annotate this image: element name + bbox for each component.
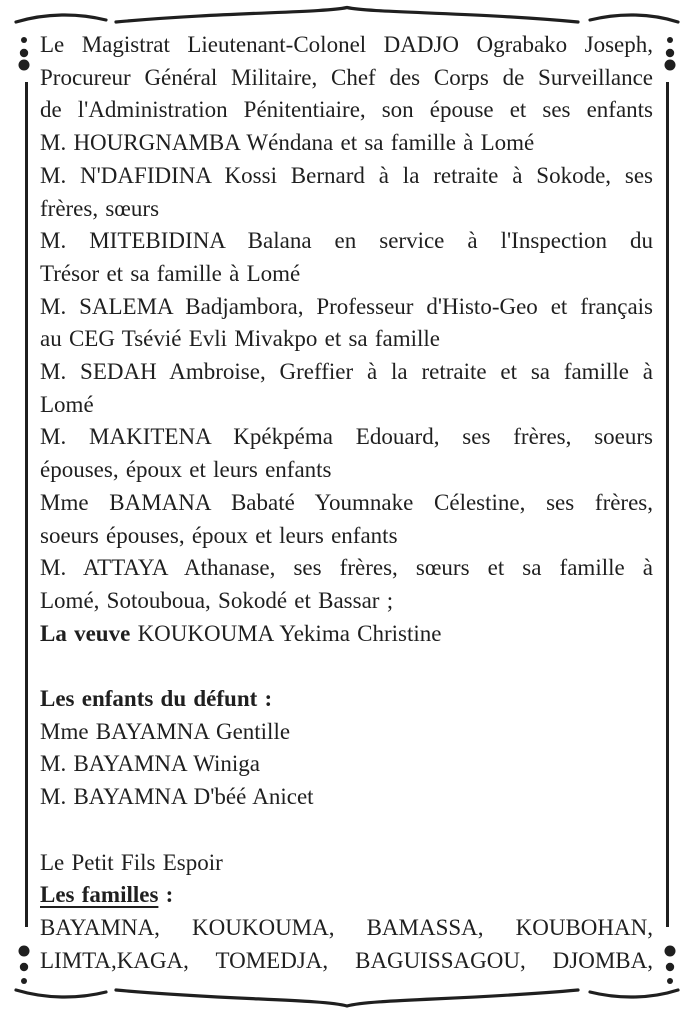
dot-icon — [667, 37, 673, 43]
text-segment: M. MAKITENA Kpékpéma Edouard, ses frères, soeurs — [40, 424, 653, 450]
text-segment: La veuve — [40, 620, 138, 646]
text-segment: Les familles — [40, 882, 159, 908]
text-line — [40, 421, 653, 454]
text-line — [40, 29, 653, 62]
text-segment: soeurs épouses, époux et leurs enfants — [40, 522, 398, 548]
corner-dots-bottom-right — [665, 946, 676, 985]
dot-icon — [666, 963, 674, 971]
text-line — [40, 716, 653, 749]
dot-icon — [19, 946, 30, 957]
dot-icon — [20, 963, 28, 971]
text-segment: Lomé — [40, 391, 94, 417]
text-line — [40, 781, 653, 814]
text-line — [40, 323, 653, 356]
dot-icon — [665, 946, 676, 957]
dot-icon — [19, 60, 30, 71]
text-segment: Le Petit Fils Espoir — [40, 849, 223, 875]
text-segment: Lomé, Sotouboua, Sokodé et Bassar ; — [40, 587, 394, 613]
text-segment: Procureur Général Militaire, Chef des Corps de Surveillance — [40, 64, 653, 90]
top-brace-right-segment — [590, 15, 678, 22]
text-line — [40, 879, 653, 912]
announcement-text-block — [40, 29, 653, 977]
text-line — [40, 389, 653, 422]
text-line — [40, 258, 653, 291]
text-segment: Mme BAYAMNA Gentille — [40, 718, 291, 744]
text-line — [40, 94, 653, 127]
blank-line — [40, 650, 653, 683]
bottom-border-decoration — [0, 940, 696, 1024]
text-segment: M. HOURGNAMBA Wéndana et sa famille à Lomé — [40, 130, 535, 156]
bottom-brace-left-segment — [16, 990, 106, 997]
text-line — [40, 62, 653, 95]
corner-dots-bottom-left — [19, 946, 30, 985]
text-segment: Mme BAMANA Babaté Youmnake Célestine, ses frères, — [40, 489, 653, 515]
text-line — [40, 160, 653, 193]
text-line — [40, 748, 653, 781]
text-line — [40, 552, 653, 585]
text-line — [40, 585, 653, 618]
blank-line — [40, 814, 653, 847]
text-segment: KOUKOUMA Yekima Christine — [137, 620, 442, 646]
text-line — [40, 520, 653, 553]
text-line — [40, 193, 653, 226]
text-line — [40, 454, 653, 487]
text-line — [40, 618, 653, 651]
text-segment: M. SALEMA Badjambora, Professeur d'Histo-Geo et français — [40, 293, 653, 319]
dot-icon — [665, 60, 676, 71]
dot-icon — [667, 978, 673, 984]
text-segment: M. BAYAMNA D'béé Anicet — [40, 784, 314, 810]
text-segment: frères, sœurs — [40, 195, 160, 221]
text-line — [40, 847, 653, 880]
text-segment: M. SEDAH Ambroise, Greffier à la retraite et sa famille à — [40, 359, 653, 385]
text-segment: M. ATTAYA Athanase, ses frères, sœurs et sa famille à — [40, 555, 653, 581]
text-segment: Les enfants du défunt : — [40, 686, 273, 712]
dot-icon — [20, 49, 28, 57]
text-segment: Trésor et sa famille à Lomé — [40, 260, 301, 286]
text-segment: Le Magistrat Lieutenant-Colonel DADJO Ograbako Joseph, — [40, 32, 653, 57]
text-line — [40, 127, 653, 160]
text-segment: LIMTA,KAGA, TOMEDJA, BAGUISSAGOU, DJOMBA, — [40, 947, 653, 973]
text-segment: épouses, époux et leurs enfants — [40, 457, 332, 483]
top-brace-left-segment — [16, 15, 106, 22]
text-line — [40, 487, 653, 520]
text-segment: M. MITEBIDINA Balana en service à l'Inspection du — [40, 228, 653, 254]
text-segment: M. BAYAMNA Winiga — [40, 751, 260, 777]
text-line — [40, 683, 653, 716]
corner-dots-top-right — [665, 37, 676, 71]
text-segment: M. N'DAFIDINA Kossi Bernard à la retraite à Sokode, ses — [40, 162, 653, 188]
dot-icon — [666, 49, 674, 57]
text-segment: : — [158, 882, 174, 908]
top-brace-center-segment — [116, 8, 578, 23]
left-border-rule — [25, 82, 28, 927]
text-line — [40, 356, 653, 389]
text-line — [40, 291, 653, 324]
dot-icon — [21, 37, 27, 43]
text-segment: au CEG Tsévié Evli Mivakpo et sa famille — [40, 326, 441, 352]
bottom-brace-right-segment — [590, 990, 678, 997]
corner-dots-top-left — [19, 37, 30, 71]
text-segment: BAYAMNA, KOUKOUMA, BAMASSA, KOUBOHAN, — [40, 914, 653, 940]
bottom-brace-center-segment — [116, 990, 578, 1006]
dot-icon — [21, 978, 27, 984]
text-line — [40, 225, 653, 258]
right-border-rule — [666, 82, 669, 927]
text-segment: de l'Administration Pénitentiaire, son épouse et ses enfants — [40, 97, 653, 123]
